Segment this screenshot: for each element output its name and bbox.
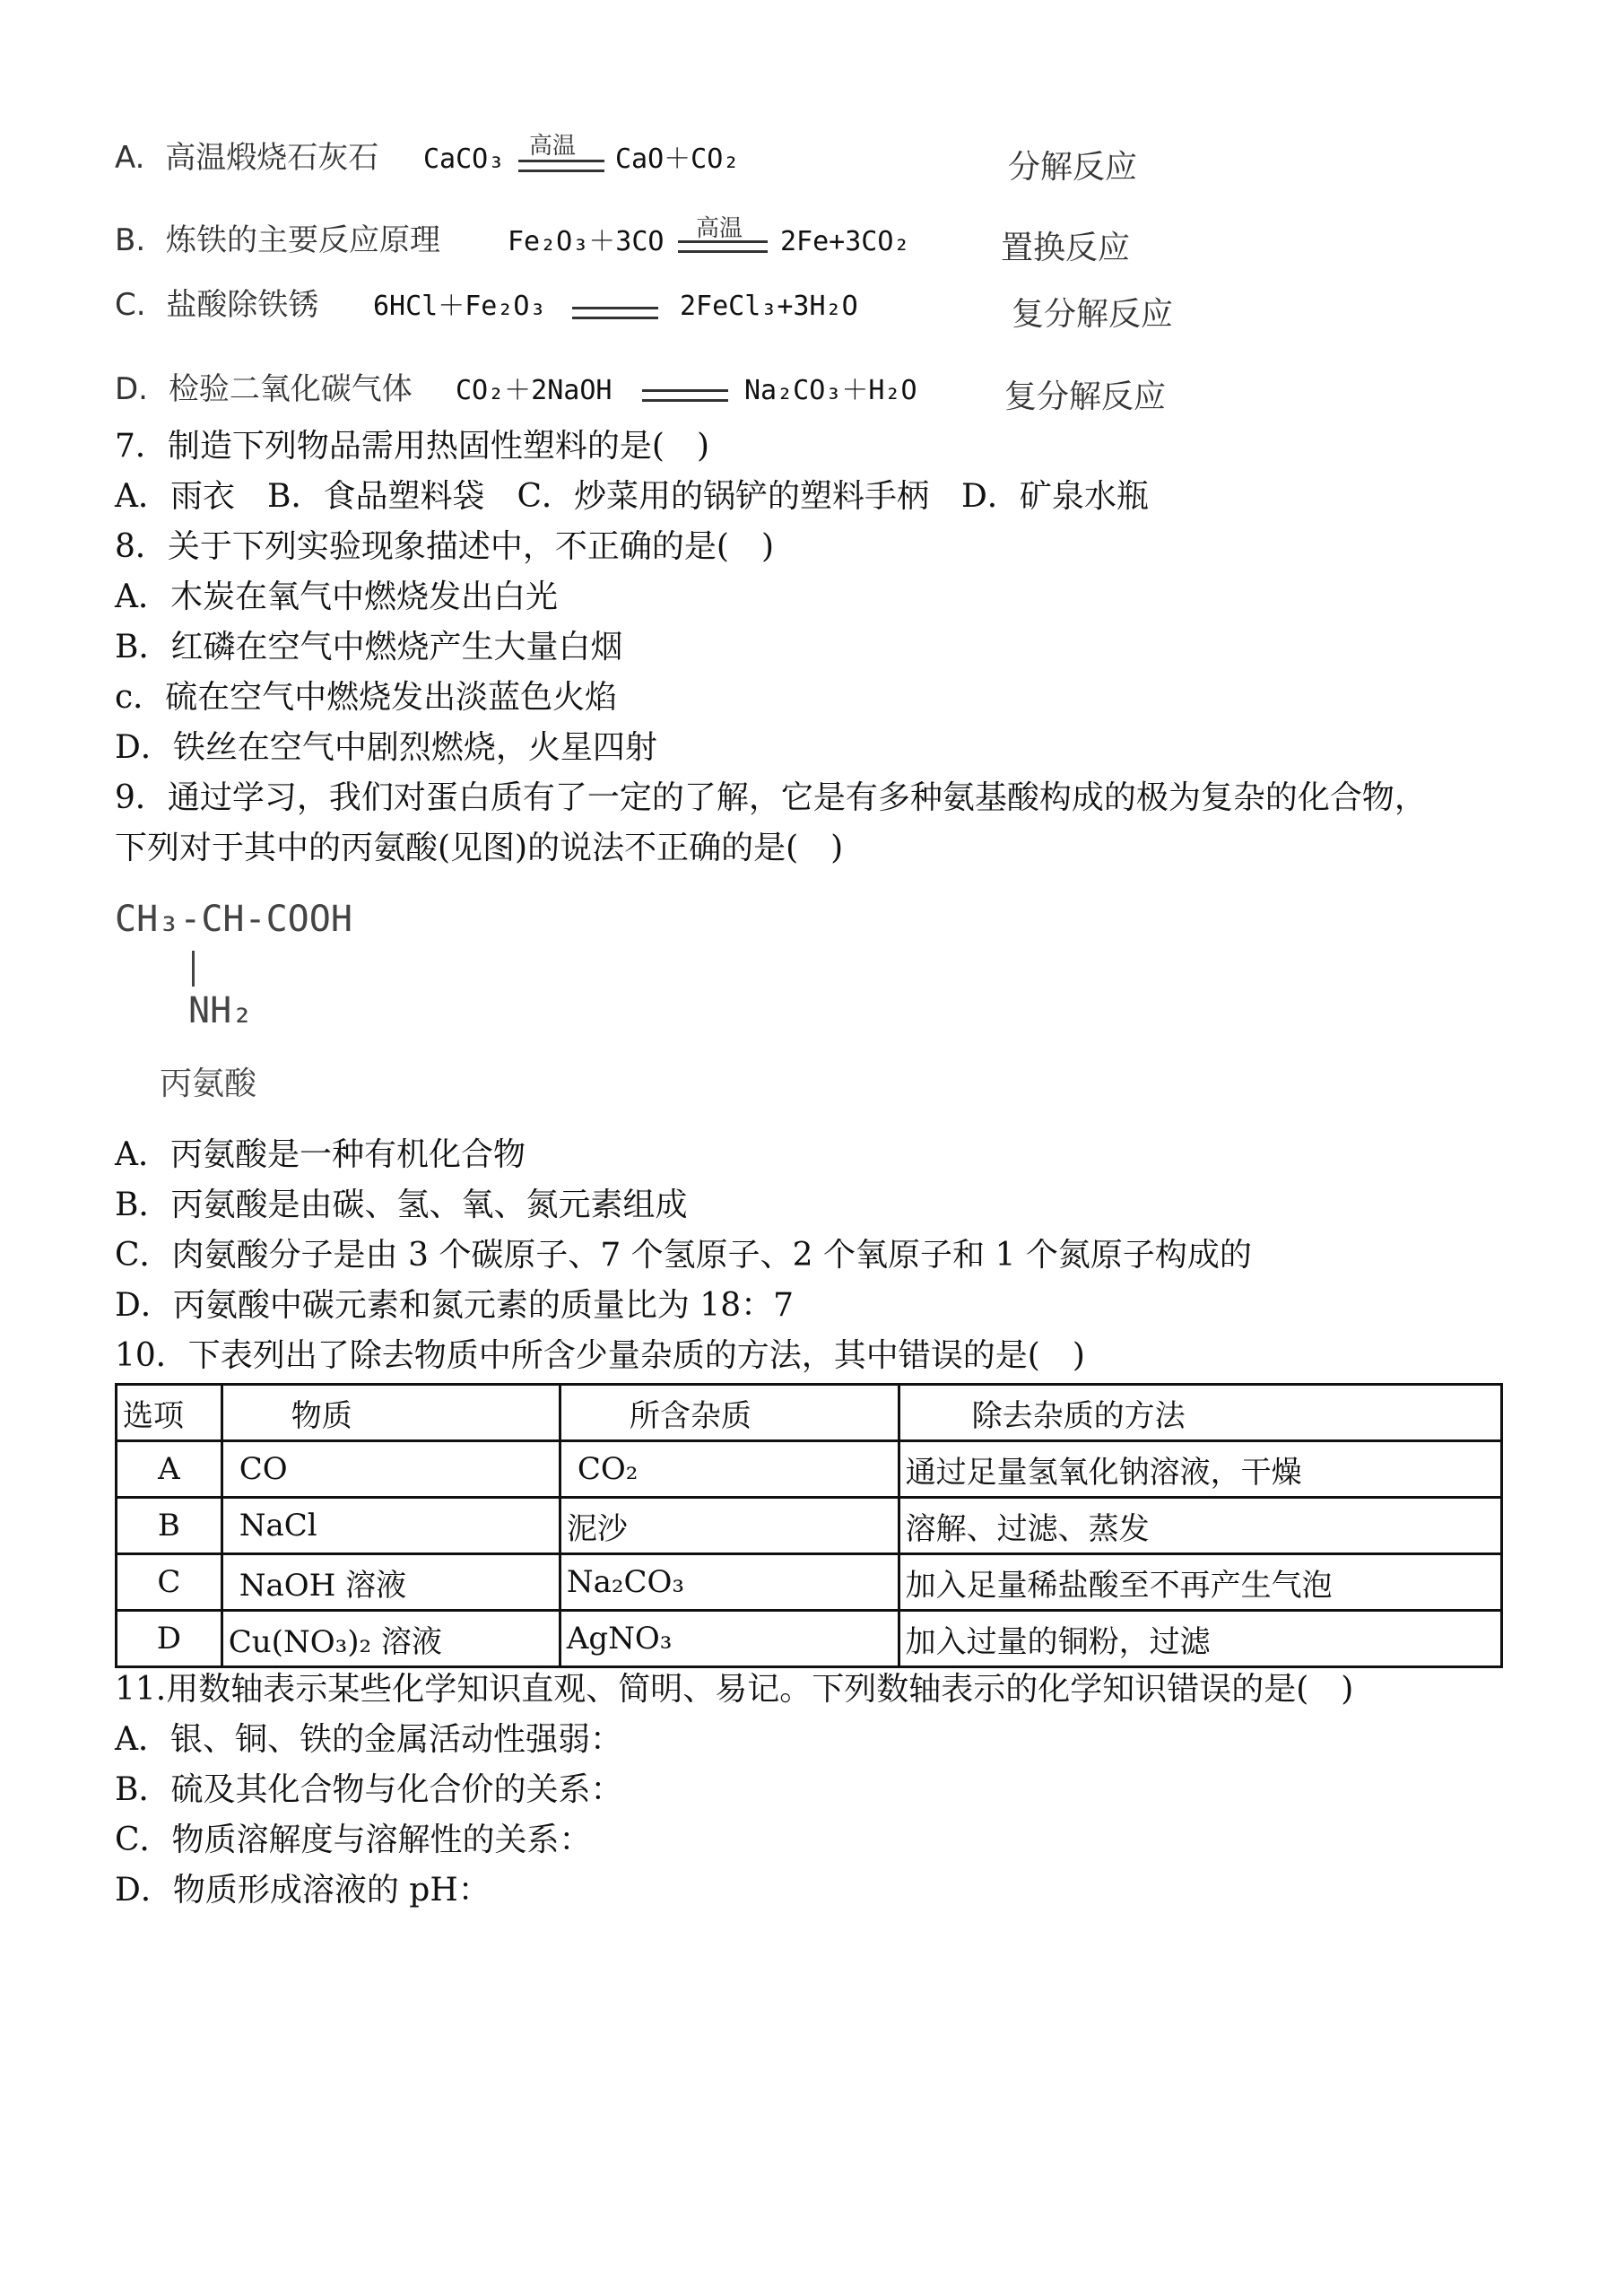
q6-d-desc: 检验二氧化碳气体: [168, 371, 413, 407]
q6-b-equals-sign: [678, 240, 768, 253]
q8-option-c: c．硫在空气中燃烧发出淡蓝色火焰: [115, 679, 618, 716]
impurity-removal-table: [115, 1383, 1503, 1668]
header-option: 选项: [117, 1385, 222, 1441]
cell-option: B: [117, 1498, 222, 1554]
q6-a-lhs: CaCO₃: [423, 144, 505, 175]
cell-substance: NaOH 溶液: [222, 1554, 560, 1611]
q6-a-type: 分解反应: [1008, 149, 1138, 186]
q6-c-desc: 盐酸除铁锈: [166, 287, 319, 323]
q8-stem: 8．关于下列实验现象描述中，不正确的是( ): [115, 528, 774, 565]
q6-b-lhs: Fe₂O₃＋3CO: [508, 226, 665, 257]
cell-impurity: AgNO₃: [560, 1611, 899, 1667]
q6-c-label: C.: [115, 287, 146, 323]
q6-a-desc: 高温煅烧石灰石: [165, 140, 379, 176]
cell-impurity: CO₂: [560, 1441, 899, 1498]
q11-option-b: B．硫及其化合物与化合价的关系：: [115, 1771, 623, 1808]
cell-substance: Cu(NO₃)₂ 溶液: [222, 1611, 560, 1667]
q6-b-label: B.: [115, 222, 146, 258]
cell-option: A: [117, 1441, 222, 1498]
header-impurity: 所含杂质: [560, 1385, 899, 1441]
alanine-amino-group: NH₂: [188, 990, 254, 1031]
header-substance: 物质: [222, 1385, 560, 1441]
q6-a-condition: 高温: [529, 133, 577, 160]
cell-option: C: [117, 1554, 222, 1611]
q8-option-b: B．红磷在空气中燃烧产生大量白烟: [115, 629, 623, 665]
q11-stem: 11.用数轴表示某些化学知识直观、简明、易记。下列数轴表示的化学知识错误的是( ): [115, 1671, 1354, 1708]
cell-impurity: Na₂CO₃: [560, 1554, 899, 1611]
cell-impurity: 泥沙: [560, 1498, 899, 1554]
q8-option-d: D．铁丝在空气中剧烈燃烧，火星四射: [115, 729, 657, 766]
q6-b-condition: 高温: [696, 215, 743, 242]
cell-method: 溶解、过滤、蒸发: [899, 1498, 1501, 1554]
table-row: [117, 1498, 1502, 1554]
q7-stem: 7．制造下列物品需用热固性塑料的是( ): [115, 428, 709, 465]
q9-stem-line2: 下列对于其中的丙氨酸(见图)的说法不正确的是( ): [115, 830, 844, 866]
q6-c-lhs: 6HCl＋Fe₂O₃: [373, 291, 546, 322]
q6-d-equals-sign: [642, 389, 728, 402]
q8-option-a: A．木炭在氧气中燃烧发出白光: [115, 578, 558, 615]
table-header-row: [117, 1385, 1502, 1441]
q6-c-equals-sign: [572, 307, 658, 319]
q9-option-d: D．丙氨酸中碳元素和氮元素的质量比为 18：7: [115, 1287, 795, 1324]
cell-method: 通过足量氢氧化钠溶液，干燥: [899, 1441, 1501, 1498]
cell-method: 加入过量的铜粉，过滤: [899, 1611, 1501, 1667]
table-row: [117, 1611, 1502, 1667]
table-row: [117, 1441, 1502, 1498]
q9-stem-line1: 9．通过学习，我们对蛋白质有了一定的了解，它是有多种氨基酸构成的极为复杂的化合物，: [115, 779, 1427, 816]
cell-substance: NaCl: [222, 1498, 560, 1554]
q9-option-b: B．丙氨酸是由碳、氢、氧、氮元素组成: [115, 1187, 688, 1223]
alanine-bond-line: [192, 951, 195, 987]
q6-a-rhs: CaO＋CO₂: [615, 144, 740, 175]
q6-d-label: D.: [115, 371, 148, 407]
q11-option-c: C．物质溶解度与溶解性的关系：: [115, 1822, 592, 1858]
q6-a-label: A.: [115, 140, 145, 176]
q6-a-equals-sign: [518, 160, 604, 172]
alanine-chain: CH₃-CH-COOH: [115, 899, 352, 940]
q6-c-rhs: 2FeCl₃+3H₂O: [680, 291, 858, 322]
cell-method: 加入足量稀盐酸至不再产生气泡: [899, 1554, 1501, 1611]
q7-options: A．雨衣 B．食品塑料袋 C．炒菜用的锅铲的塑料手柄 D．矿泉水瓶: [115, 478, 1149, 515]
header-method: 除去杂质的方法: [899, 1385, 1501, 1441]
cell-substance: CO: [222, 1441, 560, 1498]
q6-d-rhs: Na₂CO₃＋H₂O: [744, 375, 917, 406]
table-row: [117, 1554, 1502, 1611]
q9-option-a: A．丙氨酸是一种有机化合物: [115, 1136, 526, 1173]
q10-stem: 10．下表列出了除去物质中所含少量杂质的方法，其中错误的是( ): [115, 1337, 1085, 1374]
q6-d-type: 复分解反应: [1004, 378, 1167, 415]
q6-d-lhs: CO₂＋2NaOH: [456, 375, 613, 406]
q6-c-type: 复分解反应: [1012, 296, 1174, 333]
q9-option-c: C．肉氨酸分子是由 3 个碳原子、7 个氢原子、2 个氧原子和 1 个氮原子构成的: [115, 1237, 1252, 1274]
alanine-name-caption: 丙氨酸: [160, 1065, 257, 1102]
q6-b-rhs: 2Fe+3CO₂: [780, 226, 910, 257]
q6-b-type: 置换反应: [1001, 230, 1131, 266]
cell-option: D: [117, 1611, 222, 1667]
q11-option-d: D．物质形成溶液的 pH：: [115, 1872, 491, 1909]
q11-option-a: A．银、铜、铁的金属活动性强弱：: [115, 1721, 622, 1758]
q6-b-desc: 炼铁的主要反应原理: [165, 222, 440, 258]
